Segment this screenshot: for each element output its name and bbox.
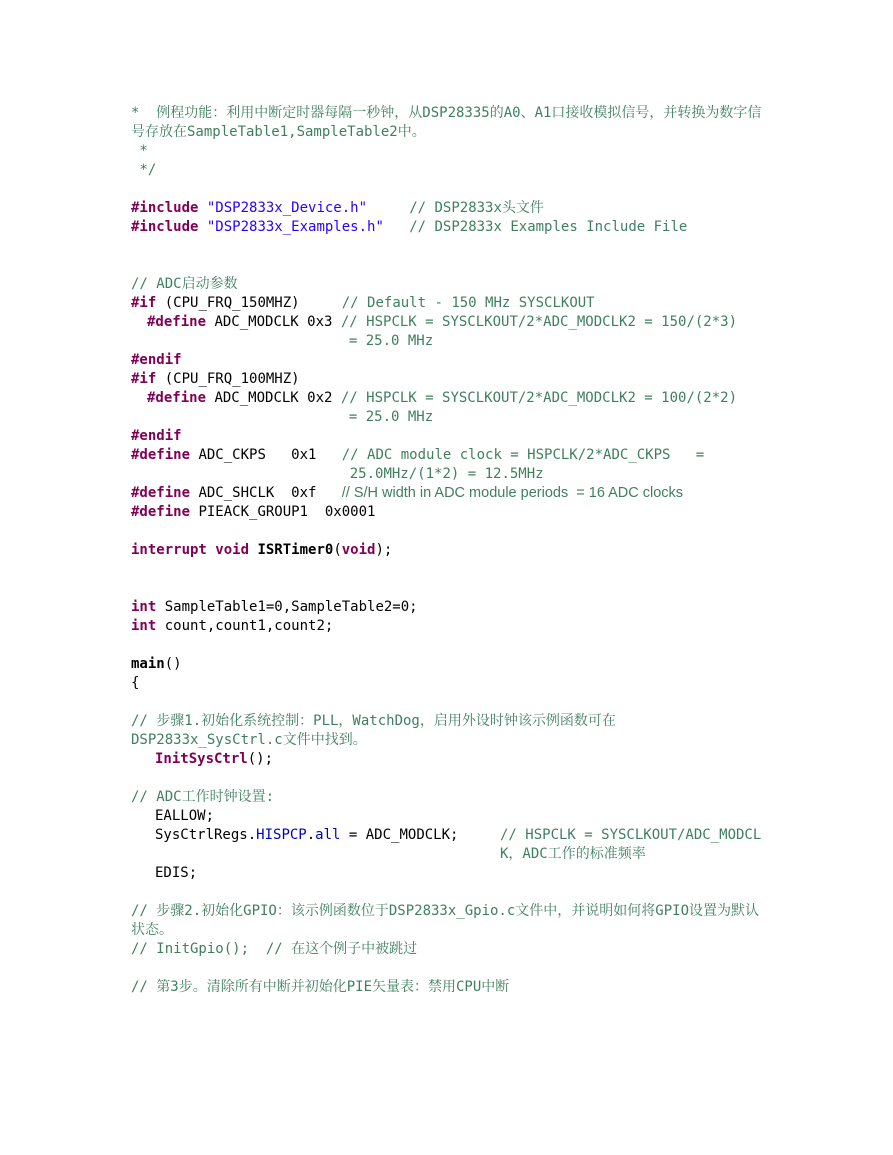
define-modclk-100: #define ADC_MODCLK 0x2 // HSPCLK = SYSCLKOUT/2*ADC_MODCLK2 = 100/(2*2) = 25.0 MHz: [147, 390, 738, 425]
adc-clock-comment: // ADC工作时钟设置:: [131, 789, 275, 805]
main-open-brace: {: [131, 675, 140, 691]
code-document: [131, 104, 766, 997]
step2-comment: // 步骤2.初始化GPIO：该示例函数位于DSP2833x_Gpio.c文件中，并说明如何将GPIO设置为默认状态。: [131, 903, 760, 938]
if-100mhz: #if (CPU_FRQ_100MHZ): [131, 371, 300, 387]
initgpio-comment: // InitGpio(); // 在这个例子中被跳过: [131, 941, 418, 957]
step3-comment: // 第3步。清除所有中断并初始化PIE矢量表：禁用CPU中断: [131, 979, 510, 995]
if-150mhz: #if (CPU_FRQ_150MHZ) // Default - 150 MHz SYSCLKOUT: [131, 295, 595, 311]
define-pieack: #define PIEACK_GROUP1 0x0001: [131, 504, 376, 520]
adc-param-comment: // ADC启动参数: [131, 276, 238, 292]
header-comment: * 例程功能：利用中断定时器每隔一秒钟，从DSP28335的A0、A1口接收模拟信号，并转换为数字信号存放在SampleTable1,SampleTable2中。: [131, 105, 762, 140]
var-sampletable: int SampleTable1=0,SampleTable2=0;: [131, 599, 418, 615]
step1-comment: // 步骤1.初始化系统控制：PLL，WatchDog，启用外设时钟该示例函数可在DSP2833x_SysCtrl.c文件中找到。: [131, 713, 616, 748]
endif-1: #endif: [131, 352, 182, 368]
header-comment-end: */: [131, 162, 157, 178]
define-adc-shclk: #define ADC_SHCLK 0xf // S/H width in ADC module periods = 16 ADC clocks: [131, 485, 684, 501]
edis-stmt: EDIS;: [155, 865, 198, 881]
define-adc-ckps: #define ADC_CKPS 0x1 // ADC module clock = HSPCLK/2*ADC_CKPS = 25.0MHz/(1*2) = 12.5MHz: [131, 447, 705, 482]
include-line-device: #include "DSP2833x_Device.h" // DSP2833x头文件: [131, 200, 544, 216]
call-initsysctrl: InitSysCtrl();: [155, 751, 274, 767]
define-modclk-150: #define ADC_MODCLK 0x3 // HSPCLK = SYSCLKOUT/2*ADC_MODCLK2 = 150/(2*3) = 25.0 MHz: [147, 314, 738, 349]
header-comment-star: *: [131, 143, 148, 159]
main-signature: main(): [131, 656, 182, 672]
isr-declaration: interrupt void ISRTimer0(void);: [131, 542, 393, 558]
sysctrl-hispcp-stmt: SysCtrlRegs.HISPCP.all = ADC_MODCLK; // HSPCLK = SYSCLKOUT/ADC_MODCLK，ADC工作的标准频率: [155, 827, 762, 862]
var-count: int count,count1,count2;: [131, 618, 334, 634]
eallow-stmt: EALLOW;: [155, 808, 215, 824]
endif-2: #endif: [131, 428, 182, 444]
include-line-examples: #include "DSP2833x_Examples.h" // DSP2833x Examples Include File: [131, 219, 688, 235]
